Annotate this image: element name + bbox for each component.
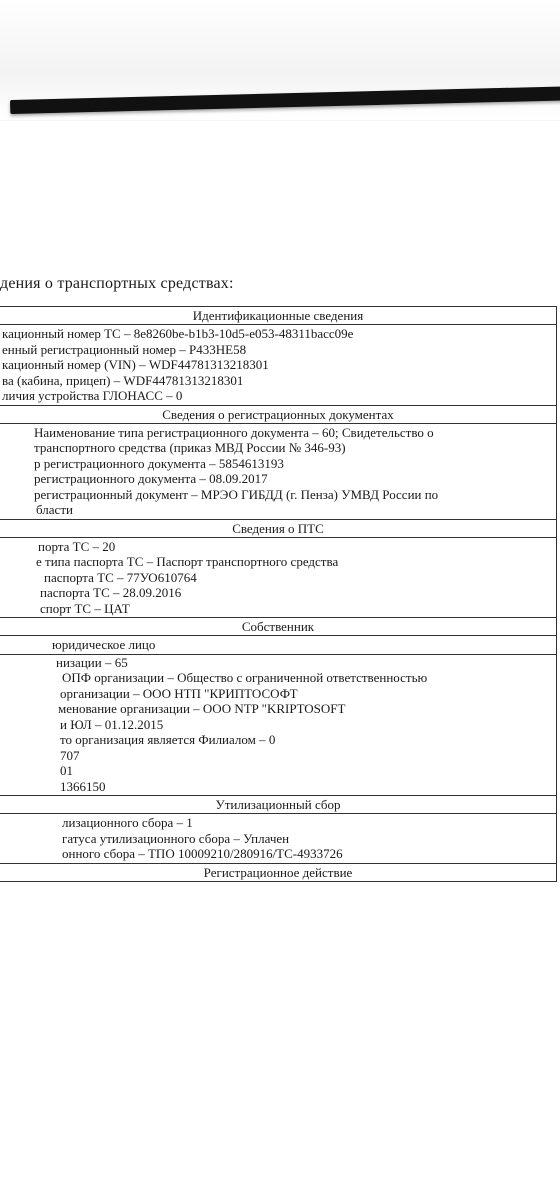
pts-line: е типа паспорта ТС – Паспорт транспортного средства	[36, 554, 339, 569]
section-registration-docs	[0, 424, 556, 520]
section-title-registration-action: Регистрационное действие	[0, 864, 556, 882]
section-title-registration-docs: Сведения о регистрационных документах	[0, 406, 556, 424]
ident-line: ва (кабина, прицеп) – WDF44781313218301	[2, 372, 244, 388]
util-line: онного сбора – ТПО 10009210/280916/ТС-4933726	[62, 846, 343, 861]
section-owner	[0, 636, 556, 796]
ident-line: кационный номер (VIN) – WDF44781313218301	[2, 357, 269, 372]
reg-line: бласти	[36, 502, 73, 517]
util-line: лизационного сбора – 1	[62, 815, 193, 830]
owner-line: 707	[60, 747, 80, 763]
owner-line: организации – ООО НТП "КРИПТОСОФТ	[60, 685, 298, 701]
owner-type-line: юридическое лицо	[0, 637, 556, 655]
ident-line: личия устройства ГЛОНАСС – 0	[2, 388, 183, 403]
pts-line: паспорта ТС – 77УО610764	[44, 569, 197, 585]
page-heading: дения о транспортных средствах:	[0, 275, 234, 292]
pts-line: спорт ТС – ЦАТ	[40, 600, 130, 616]
document-table	[0, 306, 557, 882]
owner-line: ОПФ организации – Общество с ограниченной ответственностью	[62, 670, 428, 685]
reg-line: транспортного средства (приказ МВД России № 346-93)	[34, 440, 346, 455]
section-title-identification: Идентификационные сведения	[0, 307, 556, 325]
owner-line: низации – 65	[56, 654, 128, 670]
section-title-utilization-fee: Утилизационный сбор	[0, 796, 556, 814]
pts-line: порта ТС – 20	[38, 538, 116, 554]
reg-line: регистрационный документ – МРЭО ГИБДД (г. Пенза) УМВД России по	[34, 486, 439, 502]
owner-line: 1366150	[60, 778, 106, 794]
section-utilization-fee	[0, 814, 556, 864]
pts-line: паспорта ТС – 28.09.2016	[40, 585, 182, 600]
reg-line: Наименование типа регистрационного документа – 60; Свидетельство о	[34, 424, 434, 440]
reg-line: регистрационного документа – 08.09.2017	[34, 471, 268, 486]
ident-line: кационный номер ТС – 8e8260be-b1b3-10d5-e053-48311bacc09e	[2, 326, 354, 341]
owner-line: то организация является Филиалом – 0	[60, 732, 276, 747]
reg-line: р регистрационного документа – 5854613193	[34, 455, 284, 471]
section-title-pts: Сведения о ПТС	[0, 520, 556, 538]
fold-line	[0, 120, 560, 121]
owner-line: и ЮЛ – 01.12.2015	[60, 716, 164, 732]
ident-line: енный регистрационный номер – Р433НЕ58	[2, 341, 247, 357]
section-identification	[0, 325, 556, 406]
owner-line: 01	[60, 763, 73, 778]
owner-line: менование организации – ООО NTP "KRIPTOSOFT	[58, 701, 346, 716]
util-line: гатуса утилизационного сбора – Уплачен	[62, 830, 290, 846]
section-title-owner: Собственник	[0, 618, 556, 636]
section-pts	[0, 538, 556, 619]
